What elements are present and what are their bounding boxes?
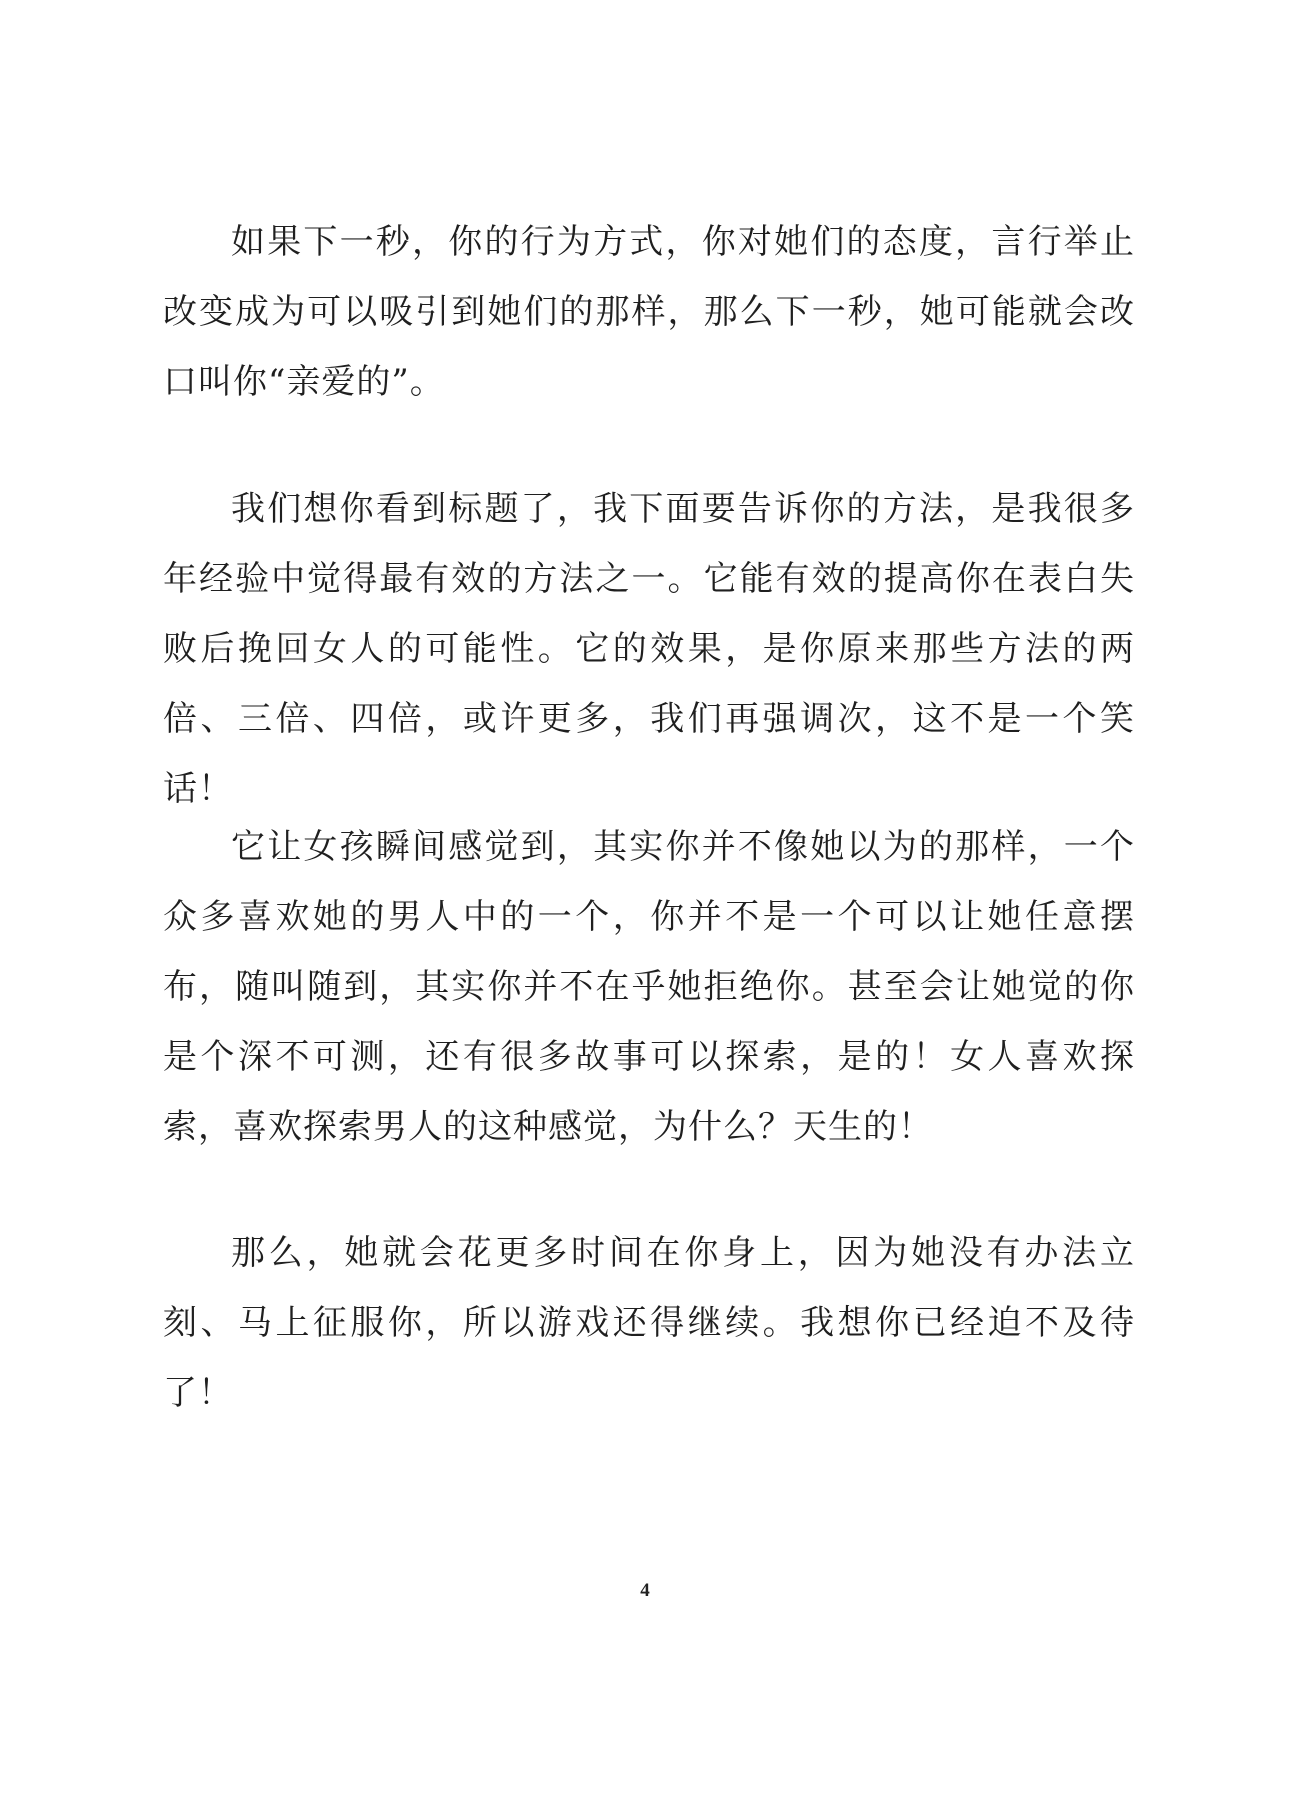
paragraph: 如果下一秒，你的行为方式，你对她们的态度，言行举止改变成为可以吸引到她们的那样，那么下一秒，她可能就会改口叫你“亲爱的”。 <box>163 222 1135 402</box>
page-number: 4 <box>640 1580 650 1601</box>
paragraph: 那么，她就会花更多时间在你身上，因为她没有办法立刻、马上征服你，所以游戏还得继续。我想你已经迫不及待了！ <box>163 1233 1135 1413</box>
paragraph: 我们想你看到标题了，我下面要告诉你的方法，是我很多年经验中觉得最有效的方法之一。它能有效的提高你在表白失败后挽回女人的可能性。它的效果，是你原来那些方法的两倍、三倍、四倍，或许更多，我们再强调次，这不是一个笑话！ <box>163 489 1135 809</box>
paragraph: 它让女孩瞬间感觉到，其实你并不像她以为的那样，一个众多喜欢她的男人中的一个，你并不是一个可以让她任意摆布，随叫随到，其实你并不在乎她拒绝你。甚至会让她觉的你是个深不可测，还有很多故事可以探索，是的！女人喜欢探索，喜欢探索男人的这种感觉，为什么？天生的！ <box>163 827 1135 1147</box>
